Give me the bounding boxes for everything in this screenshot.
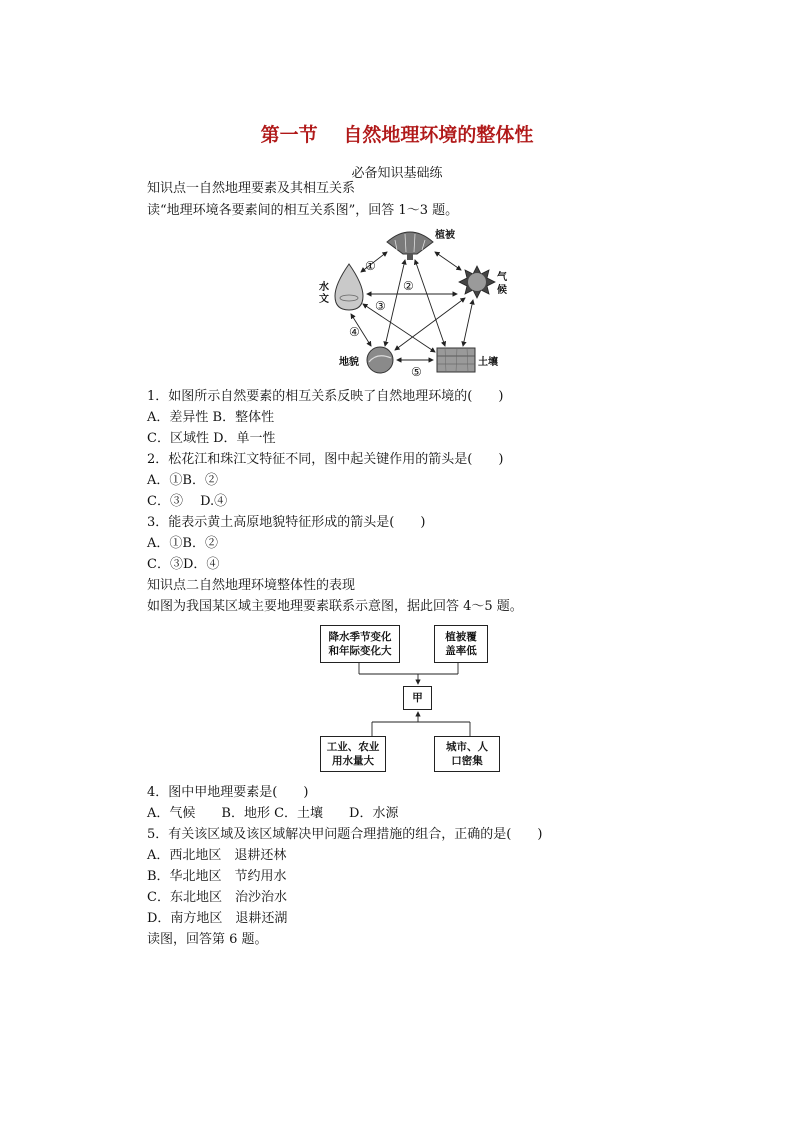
question-3-stem: 3．能表示黄土高原地貌特征形成的箭头是( ) <box>147 515 426 530</box>
section-heading-1: 知识点一自然地理要素及其相互关系 <box>147 181 356 196</box>
box-water-demand <box>320 736 386 772</box>
box-text: 植被覆 <box>445 631 477 643</box>
question-2-stem: 2．松花江和珠江文特征不同，图中起关键作用的箭头是( ) <box>147 452 504 467</box>
box-text: 工业、农业 <box>326 741 380 753</box>
label-vegetation: 植被 <box>435 230 455 241</box>
marker-1: ① <box>365 259 376 273</box>
page-subtitle: 必备知识基础练 <box>351 166 443 181</box>
hydrology-image <box>335 264 363 310</box>
box-text: 降水季节变化 <box>328 631 392 643</box>
question-3-option-row: C．③D．④ <box>147 557 220 572</box>
box-element-jia <box>403 686 432 710</box>
label-hydrology-top: 水 <box>319 282 329 293</box>
marker-4: ④ <box>349 325 360 339</box>
section-heading-2: 知识点二自然地理环境整体性的表现 <box>147 578 356 593</box>
soil-image <box>437 348 475 372</box>
question-1-stem: 1．如图所示自然要素的相互关系反映了自然地理环境的( ) <box>147 389 504 404</box>
marker-3: ③ <box>375 299 386 313</box>
label-soil: 土壤 <box>478 357 498 368</box>
question-1-option-row: C．区域性 D．单一性 <box>147 431 276 446</box>
title-text: 自然地理环境的整体性 <box>343 124 534 146</box>
box-precipitation-variation <box>320 625 400 663</box>
label-hydrology-bottom: 文 <box>319 294 329 305</box>
box-urban-density <box>434 736 500 772</box>
question-5-option-row: A．西北地区 退耕还林 <box>147 848 287 863</box>
box-text: 甲 <box>412 692 423 704</box>
label-climate-top: 气 <box>497 272 507 283</box>
marker-5: ⑤ <box>411 365 422 379</box>
landform-image <box>367 347 393 373</box>
page-title <box>0 120 794 147</box>
question-5-option-row: C．东北地区 治沙治水 <box>147 890 287 905</box>
box-text: 口密集 <box>451 755 483 767</box>
question-5-option-row: B．华北地区 节约用水 <box>147 869 287 884</box>
question-3-option-row: A．①B．② <box>147 536 218 551</box>
box-text: 盖率低 <box>445 645 477 657</box>
question-5-option-row: D．南方地区 退耕还湖 <box>147 911 288 926</box>
question-4-option-row: A．气候 B．地形 C．土壤 D．水源 <box>147 806 399 821</box>
box-text: 和年际变化大 <box>328 645 392 657</box>
question-2-option-row: C．③ D.④ <box>147 494 228 509</box>
question-1-option-row: A．差异性 B．整体性 <box>147 410 275 425</box>
box-text: 城市、人 <box>446 741 488 753</box>
box-text: 用水量大 <box>332 755 374 767</box>
box-vegetation-cover <box>434 625 488 663</box>
question-5-stem: 5．有关该区域及该区域解决甲问题合理措施的组合，正确的是( ) <box>147 827 543 842</box>
intro-text-1: 读“地理环境各要素间的相互关系图”，回答 1～3 题。 <box>147 203 459 218</box>
label-landform: 地貌 <box>339 357 359 368</box>
climate-image <box>459 266 495 298</box>
title-section-number: 第一节 <box>260 124 318 146</box>
question-2-option-row: A．①B．② <box>147 473 218 488</box>
closing-instruction: 读图，回答第 6 题。 <box>147 932 268 947</box>
question-4-stem: 4．图中甲地理要素是( ) <box>147 785 309 800</box>
marker-2: ② <box>403 279 414 293</box>
vegetation-image <box>387 232 433 260</box>
intro-text-2: 如图为我国某区域主要地理要素联系示意图，据此回答 4～5 题。 <box>147 599 523 614</box>
label-climate-bottom: 候 <box>497 285 507 296</box>
element-relationship-diagram <box>305 222 525 382</box>
